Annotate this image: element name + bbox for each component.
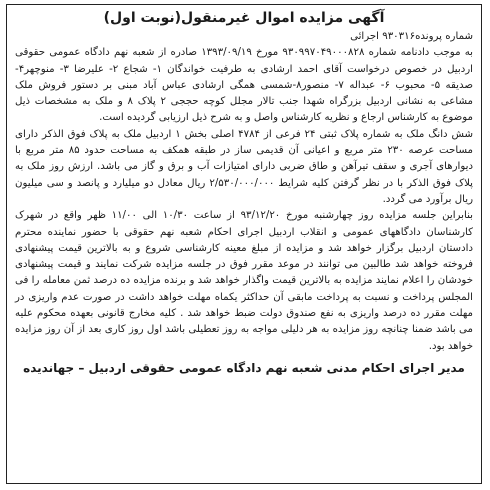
paragraph-property: شش دانگ ملک به شماره پلاک ثبتی ۲۴ فرعی از ۴۷۸۴ اصلی بخش ۱ اردبیل ملک به پلاک فوق الذکر دارای مساحت عرصه ۲۳۰ متر مربع و اعیانی آن قدیمی ساز در طبقه همکف به مساحت حدود ۸۵ متر مربع با دیوارهای آجری و سقف تیرآهن و طاق ضربی دارای امتیازات آب و برق و گاز می باشد. ارزش روز ملک به پلاک فوق الذکر با در نظر گرفتن کلیه شرایط ۲/۵۳۰/۰۰۰/۰۰۰ ریال معادل دو میلیارد و پانصد و سی میلیون ریال برآورد می گردد. [15,128,473,205]
auction-notice [6,4,482,484]
notice-title: آگهی مزایده اموال غیرمنقول(نوبت اول) [103,10,385,26]
paragraph-verdict: به موجب دادنامه شماره ۹۳۰۹۹۷۰۴۹۰۰۰۸۲۸ مورخ ۱۳۹۳/۰۹/۱۹ صادره از شعبه نهم دادگاه عمومی حقوقی اردبیل در خصوص درخواست آقای احمد ارشادی به طرفیت خواندگان ۱- شجاع ۲- علیرضا ۳- منوچهر۴- صدیقه ۵- محبوب ۶- عبداله ۷- منصور۸-شمسی همگی ارشادی عباس آباد مبنی بر دستور فروش ملک مشاعی به نشانی اردبیل بزرگراه شهدا جنب تالار مجلل کوچه حججی ۲ پلاک ۸ و ملک به مشخصات ذیل موضوع به کارشناس ارجاع و نظریه کارشناس واصل و به شرح ذیل ارزیابی گردیده است. [15,47,474,124]
notice-body [15,29,473,355]
signature-line: مدیر اجرای احکام مدنی شعبه نهم دادگاه عمومی حقوقی اردبیل – جهاندیده [23,360,465,375]
file-number: شماره پرونده۹۳۰۳۱۶ اجرائی [350,31,473,42]
paragraph-auction-session: بنابراین جلسه مزایده روز چهارشنبه مورخ ۹۳/۱۲/۲۰ از ساعت ۱۰/۳۰ الی ۱۱/۰۰ ظهر واقع در شهرک کارشناسان دادگاههای عمومی و انقلاب اردبیل اجرای احکام شعبه نهم حقوقی با حضور نماینده محترم دادستان اردبیل برگزار خواهد شد و مزایده از مبلغ معینه کارشناسی شروع و به بالاترین قیمت پیشنهادی فروخته خواهد شد طالبین می توانند در موعد مقرر فوق در جلسه مزایده شرکت نمایند و قیمت پیشنهادی خودشان را اعلام نمایند مزایده به بالاترین قیمت واگذار خواهد شد و برنده مزایده ده درصد ثمن معامله را فی المجلس پرداخت و نسبت به پرداخت مابقی آن حداکثر یکماه مهلت خواهد داشت در صورت عدم واریزی در مهلت مقرر ده درصد واریزی به نفع صندوق دولت ضبط خواهد شد . کلیه مخارج قانونی بعهده محکوم علیه می باشد ضمنا چنانچه روز مزایده به هر دلیلی مواجه به روز تعطیلی باشد اول روز کاری بعد از آن روز مزایده خواهد بود. [15,210,474,352]
